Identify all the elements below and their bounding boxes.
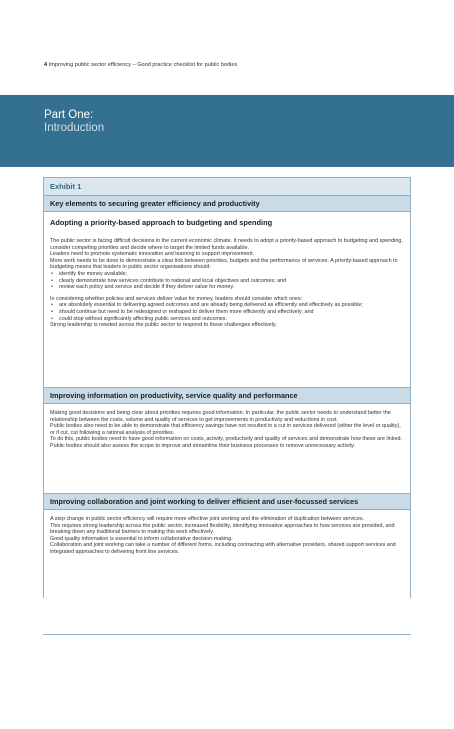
- paragraph: Public bodies also need to be able to demonstrate that efficiency savings have not resulted in a cut in services delivered (either the level or quality), or if cut, cut following a rational analysis of priorities.: [50, 423, 401, 436]
- bullet-list: [50, 302, 404, 322]
- paragraph: Collaboration and joint working can take a number of different forms, including contracting with alternative providers, shared support services and integrated approaches to delivering front line services.: [50, 542, 396, 555]
- paragraph: This requires strong leadership across the public sector, increased flexibility, identifying innovative approaches to how services are provided, and breaking down any traditional barriers to making this work effectively.: [50, 522, 395, 536]
- section-heading-information: Improving information on productivity, service quality and performance: [44, 387, 410, 404]
- exhibit-label: Exhibit 1: [44, 177, 410, 195]
- bullet-list: [50, 271, 404, 291]
- section-heading-collaboration: Improving collaboration and joint working to deliver efficient and user-focussed services: [44, 493, 410, 510]
- exhibit-title: Key elements to securing greater efficiency and productivity: [44, 195, 410, 212]
- page-number: 4: [44, 62, 48, 68]
- section-body-budgeting: [44, 232, 410, 387]
- paragraph: Leaders need to promote systematic innovation and learning to support improvement.: [50, 251, 255, 258]
- part-subtitle: Introduction: [44, 122, 105, 134]
- paragraph: A step change in public sector efficiency will require more effective joint working and the elimination of duplication between services.: [50, 516, 365, 522]
- exhibit-bottom-rule: [43, 634, 411, 635]
- list-item: • could stop without significantly affecting public services and outcomes.: [50, 316, 404, 323]
- section-heading-budgeting: Adopting a priority-based approach to budgeting and spending: [50, 218, 273, 227]
- section-body-collaboration: [44, 510, 410, 598]
- list-item: • are absolutely essential to delivering agreed outcomes and are already being delivered as efficiently and effectively as possible;: [50, 302, 404, 309]
- paragraph: More work needs to be done to demonstrate a clear link between priorities, budgets and the performance of services. A priority-based approach to budgeting means that leaders in public sector organisations should:: [50, 257, 398, 271]
- exhibit-box: [43, 177, 411, 598]
- paragraph: The public sector is facing difficult decisions in the current economic climate. It needs to adopt a priority-based approach to budgeting and spending, consider competing priorities and decide where to target the limited funds available.: [50, 238, 403, 251]
- paragraph: Making good decisions and being clear about priorities requires good information. In particular, the public sector needs to understand better the relationship between the costs, volume and quality of services to get improvements in productivity and reductions in cost.: [50, 410, 391, 423]
- paragraph: Good quality information is essential to inform collaborative decision-making.: [50, 535, 233, 542]
- running-head: [44, 62, 237, 68]
- running-head-title: Improving public sector efficiency – Good practice checklist for public bodies: [48, 62, 238, 68]
- section-body-information: [44, 404, 410, 493]
- part-banner: [0, 95, 454, 167]
- list-item: • clearly demonstrate how services contribute to national and local objectives and outcomes; and: [50, 278, 404, 285]
- paragraph: In considering whether policies and services deliver value for money, leaders should consider which ones:: [50, 295, 303, 302]
- part-label: Part One:: [44, 109, 94, 121]
- list-item: • identify the money available;: [50, 271, 404, 278]
- paragraph: Strong leadership is needed across the public sector to respond to these challenges effectively.: [50, 322, 277, 329]
- list-item: • review each policy and service and decide if they deliver value for money.: [50, 284, 404, 291]
- list-item: • should continue but need to be redesigned or reshaped to deliver them more efficiently and effectively; and: [50, 309, 404, 316]
- paragraph: To do this, public bodies need to have good information on costs, activity, productivity and quality of services and demonstrate how these are linked. Public bodies should also assess the scope to improve and streamline their business processes to remove unnecessary activity.: [50, 436, 402, 449]
